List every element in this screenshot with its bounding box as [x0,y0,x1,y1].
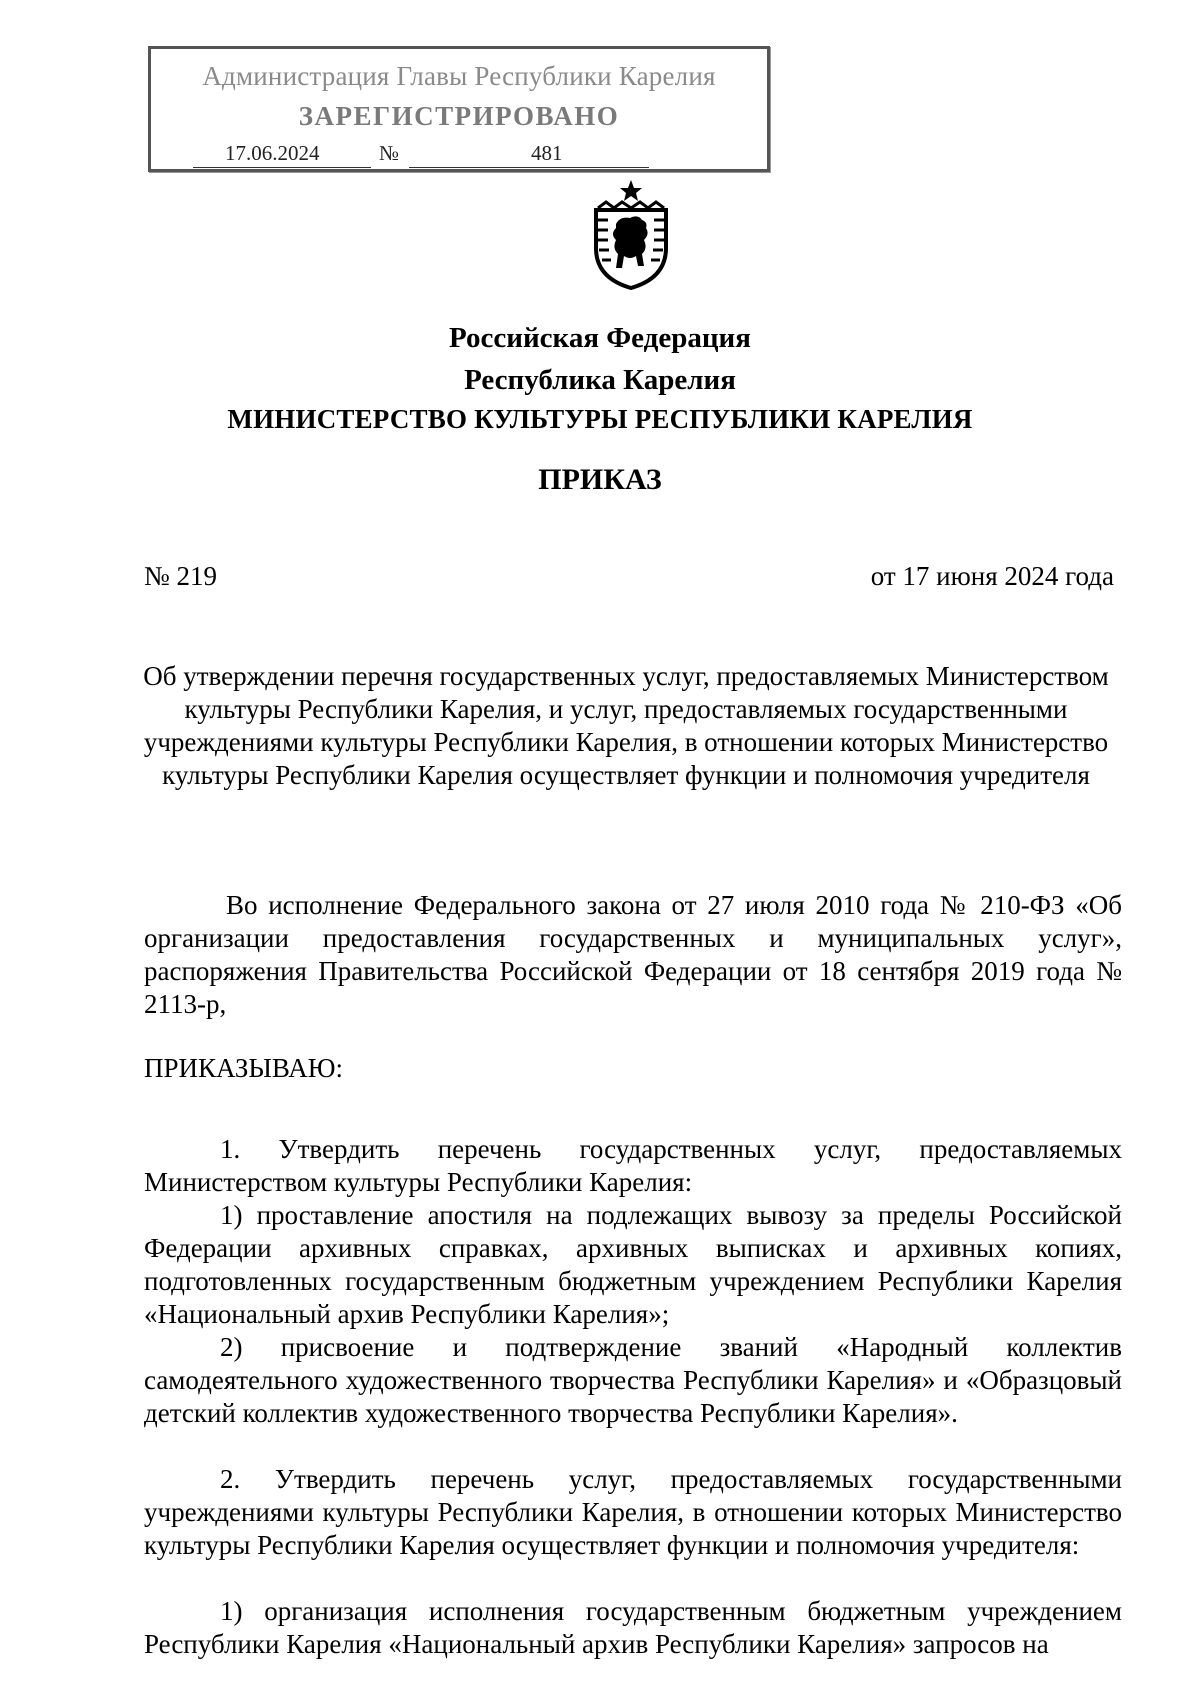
order-word: ПРИКАЗЫВАЮ: [144,1053,343,1083]
stamp-registered: ЗАРЕГИСТРИРОВАНО [298,101,620,131]
preamble-paragraph: Во исполнение Федерального закона от 27 июля 2010 года № 210-ФЗ «Об организации предоставления государственных и муниципальных услуг», распоряжения Правительства Российской Федерации от 18 сентября 2019 года № 2113-р, [144,890,1122,1019]
clause-1-item-1: 1) проставление апостиля на подлежащих вывозу за пределы Российской Федерации архивных справках, архивных выписках и архивных копиях, подготовленных государственным бюджетным учреждением Республики Карелия «Национальный архив Республики Карелия»; [144,1200,1122,1329]
clause-2: 2. Утвердить перечень услуг, предоставляемых государственными учреждениями культуры Республики Карелия, в отношении которых Министерство культуры Республики Карелия осуществляет функции и полномочия учредителя: [144,1464,1122,1560]
order-subject: Об утверждении перечня государственных услуг, предоставляемых Министерством культуры Республики Карелия, и услуг, предоставляемых государственными учреждениями культуры Республики Карелия, в отношении которых Министерство культуры Республики Карелия осуществляет функции и полномочия учредителя [143,661,1109,790]
stamp-number: 481 [531,141,563,165]
registration-stamp [148,46,770,172]
stamp-organization: Администрация Главы Республики Карелия [202,61,716,91]
stamp-date: 17.06.2024 [225,141,320,165]
stamp-date-underline [193,167,371,168]
header-country: Российская Федерация [449,322,751,354]
document-type: ПРИКАЗ [538,463,662,496]
stamp-number-underline [409,167,649,168]
order-date: от 17 июня 2024 года [870,561,1114,591]
stamp-number-sign: № [379,141,400,165]
clause-1: 1. Утвердить перечень государственных услуг, предоставляемых Министерством культуры Республики Карелия: [144,1134,1122,1197]
order-number: № 219 [144,561,218,591]
header-region: Республика Карелия [464,364,736,396]
header-ministry: МИНИСТЕРСТВО КУЛЬТУРЫ РЕСПУБЛИКИ КАРЕЛИЯ [227,404,973,434]
clause-2-item-1: 1) организация исполнения государственным бюджетным учреждением Республики Карелия «Национальный архив Республики Карелия» запросов на [144,1596,1122,1659]
clause-1-item-2: 2) присвоение и подтверждение званий «Народный коллектив самодеятельного художественного творчества Республики Карелия» и «Образцовый детский коллектив художественного творчества Республики Карелия». [144,1332,1122,1428]
karelia-coat-of-arms-icon [584,178,678,290]
stamp-date-number-line [193,141,753,169]
